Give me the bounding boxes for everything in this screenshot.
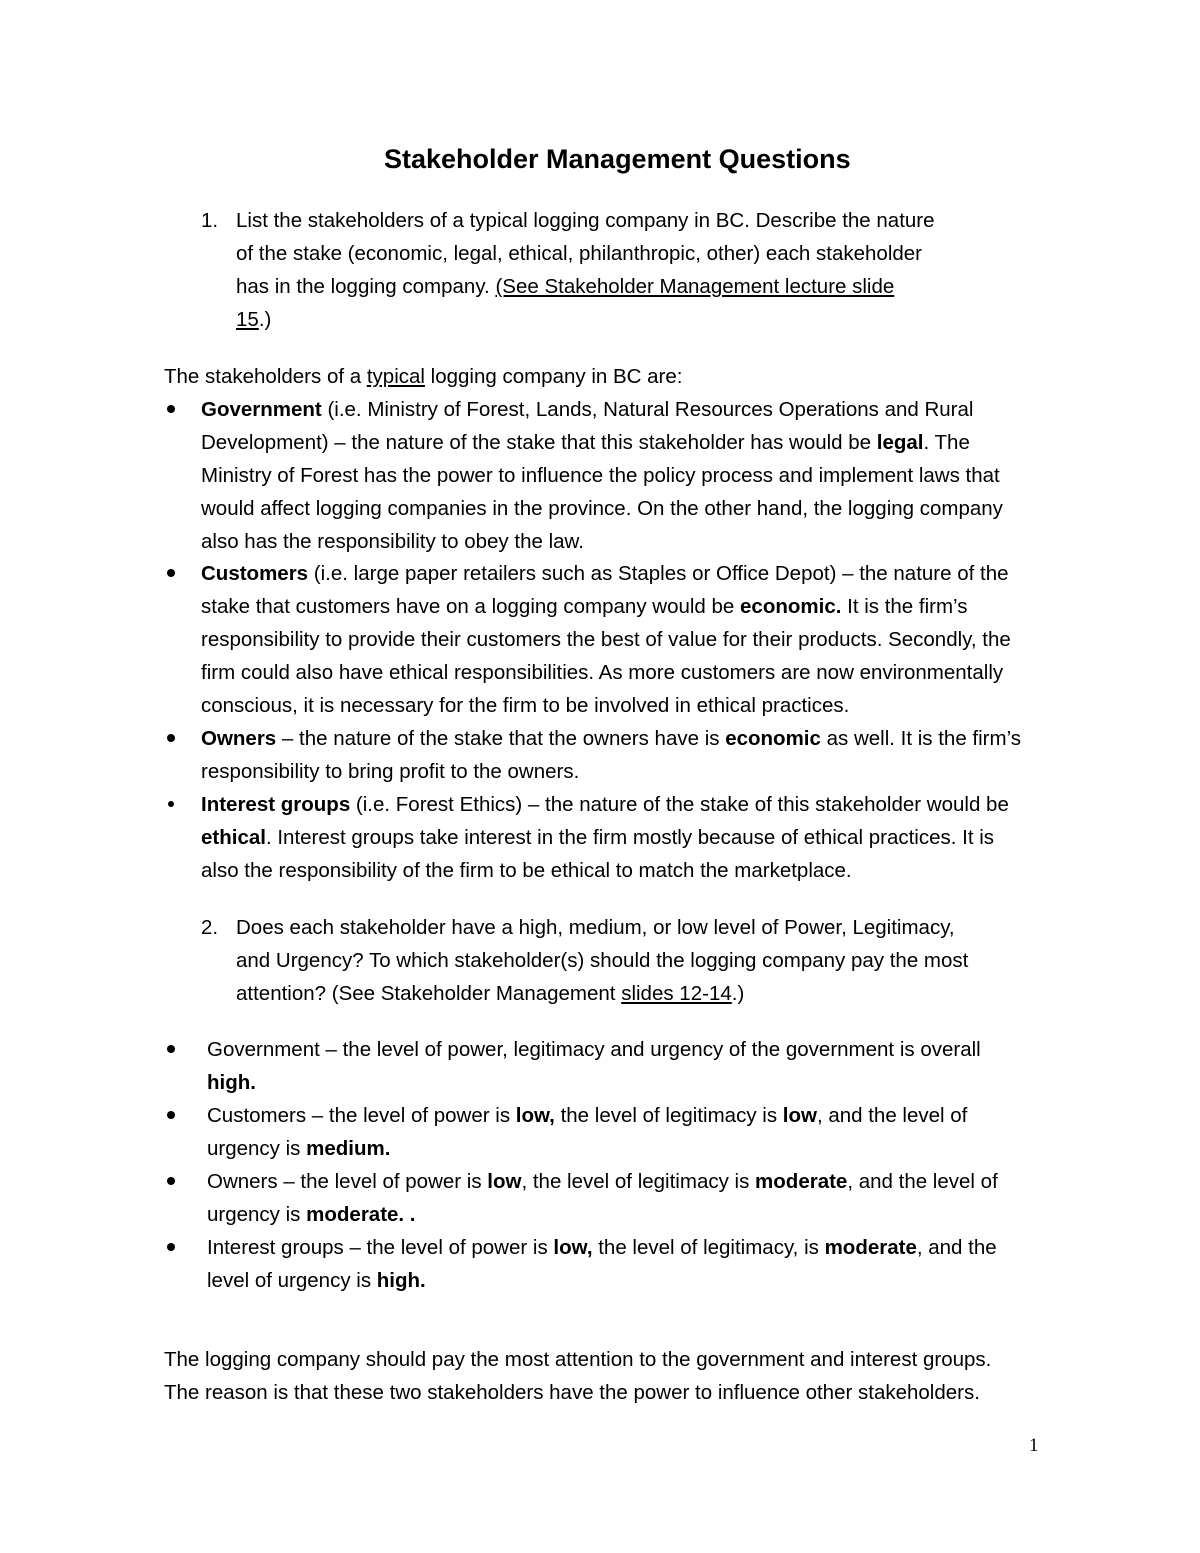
bullet-icon [167,569,175,577]
list2-customers-power-low: low, [515,1104,555,1127]
page-number: 1 [1029,1435,1039,1456]
list2-interest-groups-legitimacy-moderate: moderate [824,1236,917,1259]
list2-customers-legitimacy-low: low [782,1104,817,1127]
list1-interest-groups-ethical: ethical [201,826,266,849]
list1-interest-groups-l2b: . Interest groups take interest in the firm mostly because of ethical practices. It is [265,826,995,849]
list1-customers-line-5: conscious, it is necessary for the firm to be involved in ethical practices. [201,694,850,717]
bullet-icon [167,1177,175,1185]
list1-owners-heading: Owners [201,727,277,750]
list1-government-text: (i.e. Ministry of Forest, Lands, Natural Resources Operations and Rural [321,398,974,421]
list2-interest-groups-urgency-high: high. [376,1269,426,1292]
list2-owners-l1e: , and the level of [847,1170,998,1193]
bullet-icon [167,734,175,742]
list1-government-line-3: Ministry of Forest has the power to influence the policy process and implement laws that [201,464,1000,487]
list1-owners-economic: economic [725,727,821,750]
question-2-line-3-text: attention? (See Stakeholder Management [236,982,622,1005]
list2-customers-urgency-medium: medium. [306,1137,391,1160]
list2-customers-line-2 [207,1136,390,1162]
list2-interest-groups-line-2 [207,1268,426,1294]
list1-government-line-5: also has the responsibility to obey the law. [201,530,584,553]
list1-interest-groups-line-3: also the responsibility of the firm to be ethical to match the marketplace. [201,859,852,882]
list2-interest-groups-l1e: , and the [916,1236,997,1259]
list2-government-line-2 [207,1070,256,1096]
list1-government-line-1 [201,397,973,423]
question-2-line-1: Does each stakeholder have a high, medium, or low level of Power, Legitimacy, [236,916,955,939]
list1-interest-groups-line-1 [201,792,1009,818]
list1-government-l2c: . The [923,431,970,454]
list1-owners-line-2: responsibility to bring profit to the owners. [201,760,580,783]
conclusion-line-1: The logging company should pay the most attention to the government and interest groups. [164,1348,992,1371]
list2-government-high: high. [207,1071,256,1094]
list2-owners-l1a: Owners – the level of power is [207,1170,488,1193]
list2-owners-line-2 [207,1202,416,1228]
list1-customers-l2a: stake that customers have on a logging company would be [201,595,741,618]
question-2-line-2: and Urgency? To which stakeholder(s) should the logging company pay the most [236,949,969,972]
list2-government-line-1: Government – the level of power, legitimacy and urgency of the government is overall [207,1038,981,1061]
page-title: Stakeholder Management Questions [384,144,851,174]
list2-customers-l1e: , and the level of [816,1104,968,1127]
question-1-line-4-text: .) [258,308,272,331]
list1-owners-l1a: – the nature of the stake that the owners have is [276,727,726,750]
slides-reference-link[interactable]: slides 12-14 [621,982,732,1005]
list1-government-line-4: would affect logging companies in the province. On the other hand, the logging company [201,497,1003,520]
list2-interest-groups-l1c: the level of legitimacy, is [592,1236,825,1259]
list2-customers-l1c: the level of legitimacy is [554,1104,783,1127]
list2-interest-groups-power-low: low, [553,1236,593,1259]
bullet-icon [168,801,174,807]
question-2-line-3-end: .) [731,982,745,1005]
list1-customers-line-4: firm could also have ethical responsibilities. As more customers are now environmentally [201,661,1004,684]
list1-government-heading: Government [201,398,322,421]
bullet-icon [167,1045,175,1053]
list2-interest-groups-l2a: level of urgency is [207,1269,377,1292]
list1-owners-l1c: as well. It is the firm’s [820,727,1022,750]
list2-interest-groups-line-1 [207,1235,997,1261]
list2-owners-l1c: , the level of legitimacy is [521,1170,756,1193]
list1-government-l2a: Development) – the nature of the stake that this stakeholder has would be [201,431,877,454]
list2-customers-line-1 [207,1103,967,1129]
list2-owners-legitimacy-moderate: moderate [755,1170,848,1193]
list2-interest-groups-l1a: Interest groups – the level of power is [207,1236,554,1259]
list1-customers-heading: Customers [201,562,309,585]
list1-government-line-2 [201,430,970,456]
list1-customers-text: (i.e. large paper retailers such as Staples or Office Depot) – the nature of the [308,562,1009,585]
intro-paragraph [164,364,682,390]
question-1-number: 1. [201,209,219,232]
conclusion-line-2: The reason is that these two stakeholders have the power to influence other stakeholders. [164,1381,980,1404]
list2-owners-urgency-moderate: moderate. . [306,1203,416,1226]
intro-text-b: logging company in BC are: [424,365,683,388]
question-1-line-2: of the stake (economic, legal, ethical, philanthropic, other) each stakeholder [236,242,922,265]
list2-owners-l2a: urgency is [207,1203,307,1226]
list2-owners-power-low: low [487,1170,522,1193]
question-1-line-3 [236,274,894,300]
list1-customers-line-3: responsibility to provide their customers the best of value for their products. Secondly, the [201,628,1011,651]
question-1-line-3-text: has in the logging company. [236,275,496,298]
list1-government-legal: legal [876,431,924,454]
intro-text-a: The stakeholders of a [164,365,367,388]
list1-interest-groups-text: (i.e. Forest Ethics) – the nature of the stake of this stakeholder would be [350,793,1009,816]
bullet-icon [167,1111,175,1119]
list1-customers-line-2 [201,594,968,620]
list1-interest-groups-line-2 [201,825,994,851]
list1-customers-economic: economic. [740,595,842,618]
question-1-line-1: List the stakeholders of a typical logging company in BC. Describe the nature [236,209,935,232]
list1-customers-line-1 [201,561,1009,587]
list1-interest-groups-heading: Interest groups [201,793,351,816]
question-2-number: 2. [201,916,219,939]
list2-customers-l2a: urgency is [207,1137,307,1160]
list1-customers-l2c: It is the firm’s [841,595,968,618]
list1-owners-line-1 [201,726,1021,752]
list2-owners-line-1 [207,1169,998,1195]
question-2-line-3 [236,981,744,1007]
bullet-icon [167,1243,175,1251]
bullet-icon [167,405,175,413]
intro-typical-underlined: typical [366,365,425,388]
question-1-line-4 [236,307,271,333]
list2-customers-l1a: Customers – the level of power is [207,1104,516,1127]
lecture-slide-reference-link[interactable]: (See Stakeholder Management lecture slide [495,275,895,298]
lecture-slide-number-link[interactable]: 15 [236,308,259,331]
